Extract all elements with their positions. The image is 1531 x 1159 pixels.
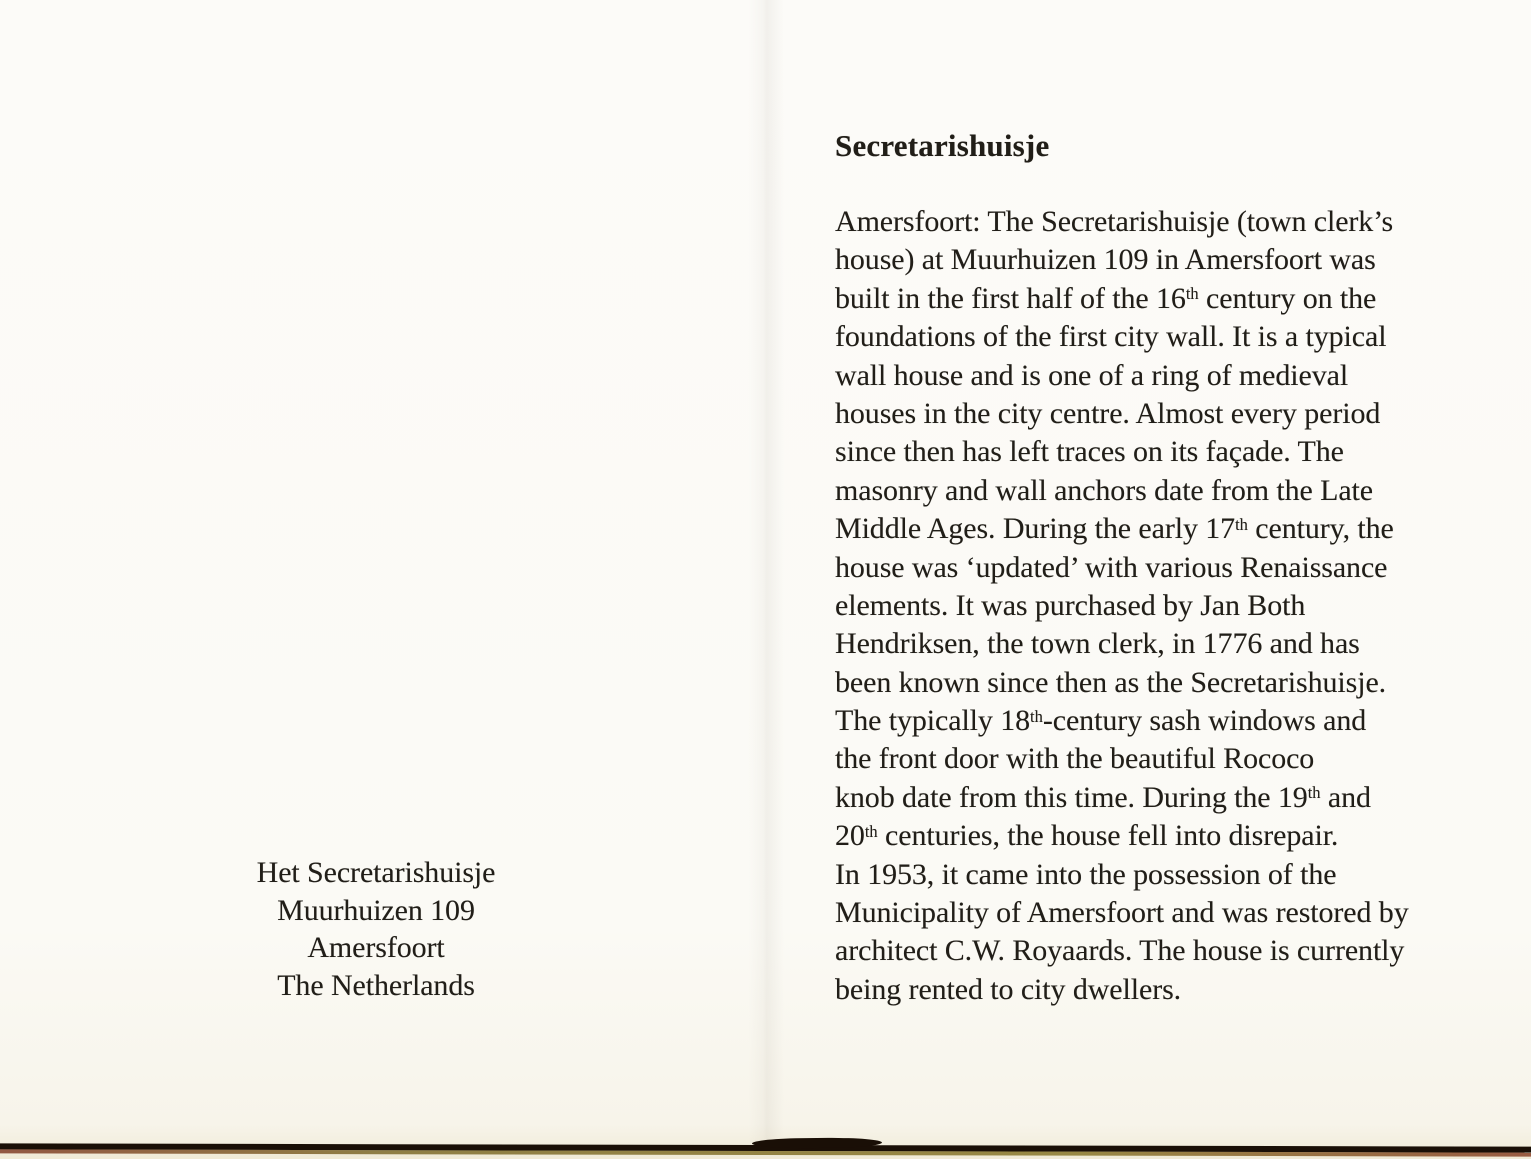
text-line: Het Secretarishuisje: [256, 856, 496, 889]
superscript-ordinal: th: [1030, 706, 1043, 726]
text-line: architect C.W. Royaards. The house is currently: [835, 934, 1405, 968]
text-line: masonry and wall anchors date from the Late: [835, 473, 1374, 507]
right-page: [835, 0, 1515, 1140]
text-line: the front door with the beautiful Rococo: [835, 742, 1315, 776]
superscript-ordinal: th: [1307, 783, 1321, 803]
text-line: been known since then as the Secretarishuisje.: [835, 665, 1387, 699]
text-line: foundations of the first city wall. It is a typical: [835, 320, 1387, 354]
text-line: Amersfoort: The Secretarishuisje (town clerk’s: [835, 205, 1394, 238]
text-line: elements. It was purchased by Jan Both: [835, 588, 1306, 622]
text-line: Muurhuizen 109: [277, 893, 475, 927]
superscript-ordinal: th: [1185, 284, 1199, 304]
text-line: Amersfoort: [307, 931, 445, 964]
text-line: Municipality of Amersfoort and was restored by: [835, 896, 1409, 930]
address-block: [156, 854, 596, 1004]
text-line: being rented to city dwellers.: [835, 972, 1182, 1006]
text-line: The typically 18th-century sash windows and: [835, 702, 1409, 740]
text-line: house) at Muurhuizen 109 in Amersfoort was: [835, 243, 1376, 277]
text-line: knob date from this time. During the 19th and: [835, 779, 1409, 817]
page-title: Secretarishuisje: [835, 128, 1050, 163]
text-line: wall house and is one of a ring of medieval: [835, 358, 1349, 392]
text-line: In 1953, it came into the possession of the: [835, 857, 1337, 891]
text-line: built in the first half of the 16th century on the: [835, 280, 1409, 318]
superscript-ordinal: th: [864, 821, 878, 841]
left-page: [0, 0, 765, 1140]
text-line: since then has left traces on its façade. The: [835, 435, 1344, 469]
body-paragraph: [835, 203, 1409, 1009]
text-line: house was ‘updated’ with various Renaissance: [835, 550, 1388, 584]
superscript-ordinal: th: [1235, 514, 1248, 534]
text-line: 20th centuries, the house fell into disrepair.: [835, 817, 1409, 855]
text-line: Hendriksen, the town clerk, in 1776 and has: [835, 627, 1360, 661]
text-line: Middle Ages. During the early 17th century, the: [835, 510, 1409, 548]
text-line: The Netherlands: [277, 968, 475, 1002]
text-line: houses in the city centre. Almost every period: [835, 396, 1381, 430]
